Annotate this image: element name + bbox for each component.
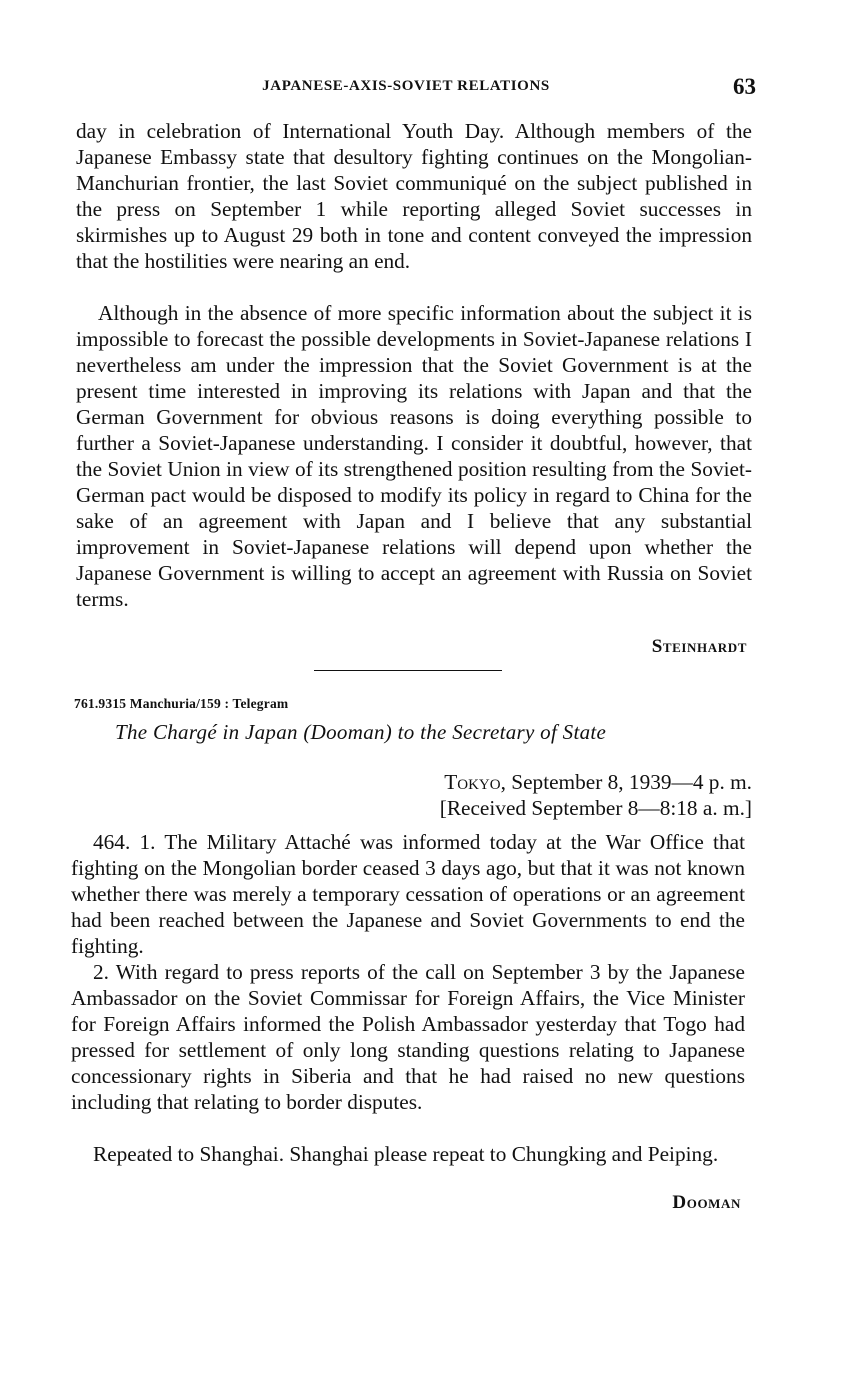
- body-paragraph: 2. With regard to press reports of the call on September 3 by the Japanese Ambassador on the Soviet Commissar for Foreign Affairs, the Vice Minister for Foreign Affairs informed the Polish Ambassador yesterday that Togo had pressed for settlement of only long standing questions relating to Japanese concessionary rights in Siberia and that he had raised no new questions including that relating to border disputes.: [71, 960, 745, 1114]
- file-reference: 761.9315 Manchuria/159 : Telegram: [74, 696, 289, 711]
- dateline: [444, 770, 752, 795]
- body-paragraph: Repeated to Shanghai. Shanghai please repeat to Chungking and Peiping.: [93, 1142, 719, 1166]
- page-header: [76, 74, 756, 102]
- body-paragraph: day in celebration of International Youth Day. Although members of the Japanese Embassy state that desultory fighting continues on the Mongolian-Manchurian frontier, the last Soviet communiqué on the subject published in the press on September 1 while reporting alleged Soviet successes in skirmishes up to August 29 both in tone and content conveyed the impression that the hostilities were nearing an end.: [76, 119, 752, 273]
- received-line: [Received September 8—8:18 a. m.]: [439, 796, 752, 820]
- document-title: The Chargé in Japan (Dooman) to the Secretary of State: [115, 720, 607, 744]
- signature-steinhardt: Steinhardt: [651, 636, 747, 657]
- page-number: 63: [733, 74, 756, 99]
- body-paragraph: Although in the absence of more specific information about the subject it is impossible to forecast the possible developments in Soviet-Japanese relations I nevertheless am under the impression that the Soviet Government is at the present time interested in improving its relations with Japan and that the German Government for obvious reasons is doing everything possible to further a Soviet-Japanese understanding. I consider it doubtful, however, that the Soviet Union in view of its strengthened position resulting from the Soviet-German pact would be disposed to modify its policy in regard to China for the sake of an agreement with Japan and I believe that any substantial improvement in Soviet-Japanese relations will depend upon whether the Japanese Government is willing to accept an agreement with Russia on Soviet terms.: [76, 301, 752, 611]
- signature-dooman: Dooman: [672, 1192, 741, 1213]
- body-paragraph: 464. 1. The Military Attaché was informed today at the War Office that fighting on the Mongolian border ceased 3 days ago, but that it was not known whether there was merely a temporary cessation of operations or an agreement had been reached between the Japanese and Soviet Governments to end the fighting.: [71, 830, 745, 958]
- running-title: JAPANESE-AXIS-SOVIET RELATIONS: [262, 78, 550, 94]
- section-divider: [314, 670, 502, 671]
- dateline-date: , September 8, 1939—4 p. m.: [500, 770, 752, 794]
- dateline-place: Tokyo: [444, 770, 501, 794]
